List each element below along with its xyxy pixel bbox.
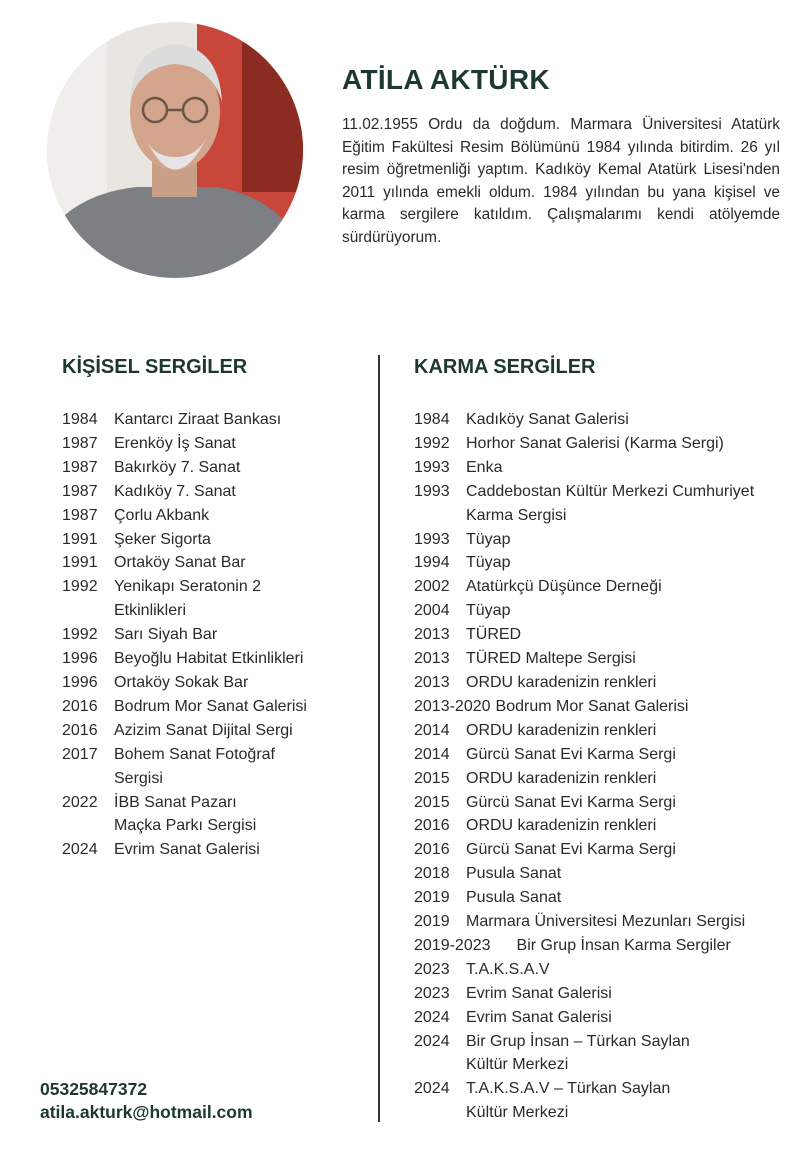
exhibition-year: 1987 [62,458,98,476]
exhibition-item [414,791,754,815]
exhibition-item [62,623,307,647]
exhibition-year: 1993 [414,530,450,548]
exhibition-venue: Ortaköy Sanat Bar [114,554,246,572]
exhibition-venue: Tüyap [466,602,511,620]
exhibition-venue: Erenköy İş Sanat [114,434,236,452]
exhibition-item [62,575,307,599]
exhibition-year: 2024 [414,1032,450,1050]
exhibition-venue: T.A.K.S.A.V [466,960,550,978]
exhibition-venue: Sergisi [114,769,163,787]
exhibition-venue: Sarı Siyah Bar [114,626,218,644]
exhibition-item [62,719,307,743]
exhibition-item [62,456,307,480]
exhibition-item [62,480,307,504]
exhibition-item [62,695,307,719]
exhibition-venue: Beyoğlu Habitat Etkinlikleri [114,650,304,668]
exhibition-year: 2016 [62,697,98,715]
exhibition-item [414,671,754,695]
personal-exhibitions-title: KİŞİSEL SERGİLER [62,356,248,378]
contact-block [40,1078,253,1124]
exhibition-item [414,599,754,623]
exhibition-item [62,528,307,552]
exhibition-item [62,408,307,432]
exhibition-item [414,814,754,838]
exhibition-item [414,1077,754,1101]
exhibition-venue: Maçka Parkı Sergisi [114,817,257,835]
exhibition-item [414,862,754,886]
exhibition-year: 2014 [414,721,450,739]
exhibition-venue: Bir Grup İnsan – Türkan Saylan [466,1032,690,1050]
column-divider [378,355,380,1122]
exhibition-venue: Tüyap [466,530,511,548]
exhibition-year: 1984 [62,411,98,428]
exhibition-year: 1987 [62,506,98,524]
exhibition-venue: Ortaköy Sokak Bar [114,673,249,691]
exhibition-venue: Evrim Sanat Galerisi [466,984,612,1002]
exhibition-year: 2019-2023 [414,936,491,954]
exhibition-venue: Yenikapı Seratonin 2 [114,578,262,596]
exhibition-year: 1996 [62,673,98,691]
exhibition-year: 2013 [414,673,450,691]
exhibition-year: 1991 [62,554,98,572]
exhibition-year: 2022 [62,793,98,811]
exhibition-year: 1996 [62,650,98,668]
exhibition-venue: Bodrum Mor Sanat Galerisi [495,697,689,715]
exhibition-item [414,719,754,743]
exhibition-item [414,1006,754,1030]
exhibition-item [414,528,754,552]
exhibition-item [414,647,754,671]
exhibition-year: 2013-2020 [414,697,491,715]
exhibition-venue: Marmara Üniversitesi Mezunları Sergisi [466,913,746,931]
exhibition-venue: ORDU karadenizin renkleri [466,721,657,739]
profile-photo [47,22,303,278]
exhibition-venue: Kadıköy 7. Sanat [114,482,236,500]
exhibition-item [414,1053,754,1077]
exhibition-venue: Pusula Sanat [466,889,562,907]
exhibition-year: 2013 [414,626,450,644]
exhibition-venue: TÜRED [466,626,522,644]
exhibition-item [414,480,754,504]
exhibition-year: 2016 [62,721,98,739]
exhibition-venue: Azizim Sanat Dijital Sergi [114,721,293,739]
exhibition-year: 1994 [414,554,450,572]
exhibition-year: 2017 [62,745,98,763]
exhibition-year: 2015 [414,793,450,811]
exhibition-year: 2016 [414,841,450,859]
email-address: atila.akturk@hotmail.com [40,1102,253,1122]
exhibition-item [414,551,754,575]
exhibition-venue: Çorlu Akbank [114,506,210,524]
exhibition-item [62,599,307,623]
exhibition-venue: Evrim Sanat Galerisi [466,1008,612,1026]
exhibition-item [414,838,754,862]
exhibition-item [414,1030,754,1054]
exhibition-venue: Pusula Sanat [466,865,562,883]
exhibition-venue: Evrim Sanat Galerisi [114,841,260,859]
exhibition-year: 2024 [414,1080,450,1098]
exhibition-venue: İBB Sanat Pazarı [114,793,237,811]
exhibition-item [414,934,754,958]
exhibition-venue: Horhor Sanat Galerisi (Karma Sergi) [466,434,724,452]
exhibition-year: 2013 [414,650,450,668]
exhibition-item [414,575,754,599]
group-exhibitions-title: KARMA SERGİLER [414,356,596,378]
exhibition-venue: Atatürkçü Düşünce Derneği [466,578,662,596]
exhibition-item [62,551,307,575]
exhibition-venue: Kantarcı Ziraat Bankası [114,411,282,428]
exhibition-item [414,623,754,647]
exhibition-item [414,408,754,432]
biography: 11.02.1955 Ordu da doğdum. Marmara Üniversitesi Atatürk Eğitim Fakültesi Resim Bölümünü 1984 yılında bitirdim. 26 yıl resim öğretmenliği yaptım. Kadıköy Kemal Atatürk Lisesi'nden 2011 yılında emekli oldum. 1984 yılından bu yana kişisel ve karma sergilere katıldım. Çalışmalarımı kendi atölyemde sürdürüyorum. [342,116,780,246]
exhibition-venue: Bohem Sanat Fotoğraf [114,745,275,763]
exhibition-item [414,504,754,528]
exhibition-venue: Etkinlikleri [114,602,187,620]
exhibition-year: 1993 [414,458,450,476]
exhibition-item [62,814,307,838]
exhibition-year: 1993 [414,482,450,500]
exhibition-item [62,647,307,671]
exhibition-year: 2023 [414,960,450,978]
exhibition-item [62,504,307,528]
exhibition-item [62,791,307,815]
exhibition-year: 2015 [414,769,450,787]
exhibition-venue: Tüyap [466,554,511,572]
exhibition-year: 1987 [62,482,98,500]
exhibition-venue: Kültür Merkezi [466,1056,569,1074]
exhibition-venue: Bakırköy 7. Sanat [114,458,241,476]
exhibition-item [414,743,754,767]
exhibition-year: 2024 [414,1008,450,1026]
exhibition-venue: Caddebostan Kültür Merkezi Cumhuriyet [466,482,755,500]
exhibition-item [414,1101,754,1125]
exhibition-venue: TÜRED Maltepe Sergisi [466,650,636,668]
exhibition-venue: Kültür Merkezi [466,1104,569,1122]
exhibition-item [62,743,307,767]
phone-number: 05325847372 [40,1079,148,1099]
exhibition-item [62,767,307,791]
exhibition-year: 1991 [62,530,98,548]
exhibition-venue: ORDU karadenizin renkleri [466,769,657,787]
exhibition-venue: Şeker Sigorta [114,530,211,548]
exhibition-year: 2024 [62,841,98,859]
exhibition-item [414,432,754,456]
personal-exhibitions-list [62,408,307,862]
exhibition-year: 2002 [414,578,450,596]
exhibition-year: 1984 [414,411,450,428]
exhibition-year: 2019 [414,889,450,907]
exhibition-venue: Karma Sergisi [466,506,567,524]
exhibition-year: 1987 [62,434,98,452]
exhibition-venue: Gürcü Sanat Evi Karma Sergi [466,745,676,763]
exhibition-item [414,982,754,1006]
exhibition-venue: Enka [466,458,503,476]
exhibition-venue: Gürcü Sanat Evi Karma Sergi [466,841,676,859]
exhibition-year: 2023 [414,984,450,1002]
exhibition-year: 1992 [414,434,450,452]
exhibition-venue: Bir Grup İnsan Karma Sergiler [516,936,731,954]
exhibition-item [62,432,307,456]
exhibition-year: 2018 [414,865,450,883]
exhibition-year: 1992 [62,578,98,596]
exhibition-item [62,671,307,695]
exhibition-item [414,958,754,982]
exhibition-venue: T.A.K.S.A.V – Türkan Saylan [466,1080,671,1098]
exhibition-item [414,767,754,791]
exhibition-year: 2016 [414,817,450,835]
exhibition-item [414,456,754,480]
exhibition-venue: Kadıköy Sanat Galerisi [466,411,629,428]
exhibition-item [414,695,754,719]
exhibition-item [414,886,754,910]
exhibition-venue: Bodrum Mor Sanat Galerisi [114,697,307,715]
person-name: ATİLA AKTÜRK [342,64,550,95]
exhibition-year: 2014 [414,745,450,763]
group-exhibitions-list [414,408,754,1125]
exhibition-item [414,910,754,934]
exhibition-venue: ORDU karadenizin renkleri [466,817,657,835]
exhibition-year: 1992 [62,626,98,644]
exhibition-year: 2004 [414,602,450,620]
exhibition-venue: ORDU karadenizin renkleri [466,673,657,691]
exhibition-item [62,838,307,862]
exhibition-year: 2019 [414,913,450,931]
exhibition-venue: Gürcü Sanat Evi Karma Sergi [466,793,676,811]
